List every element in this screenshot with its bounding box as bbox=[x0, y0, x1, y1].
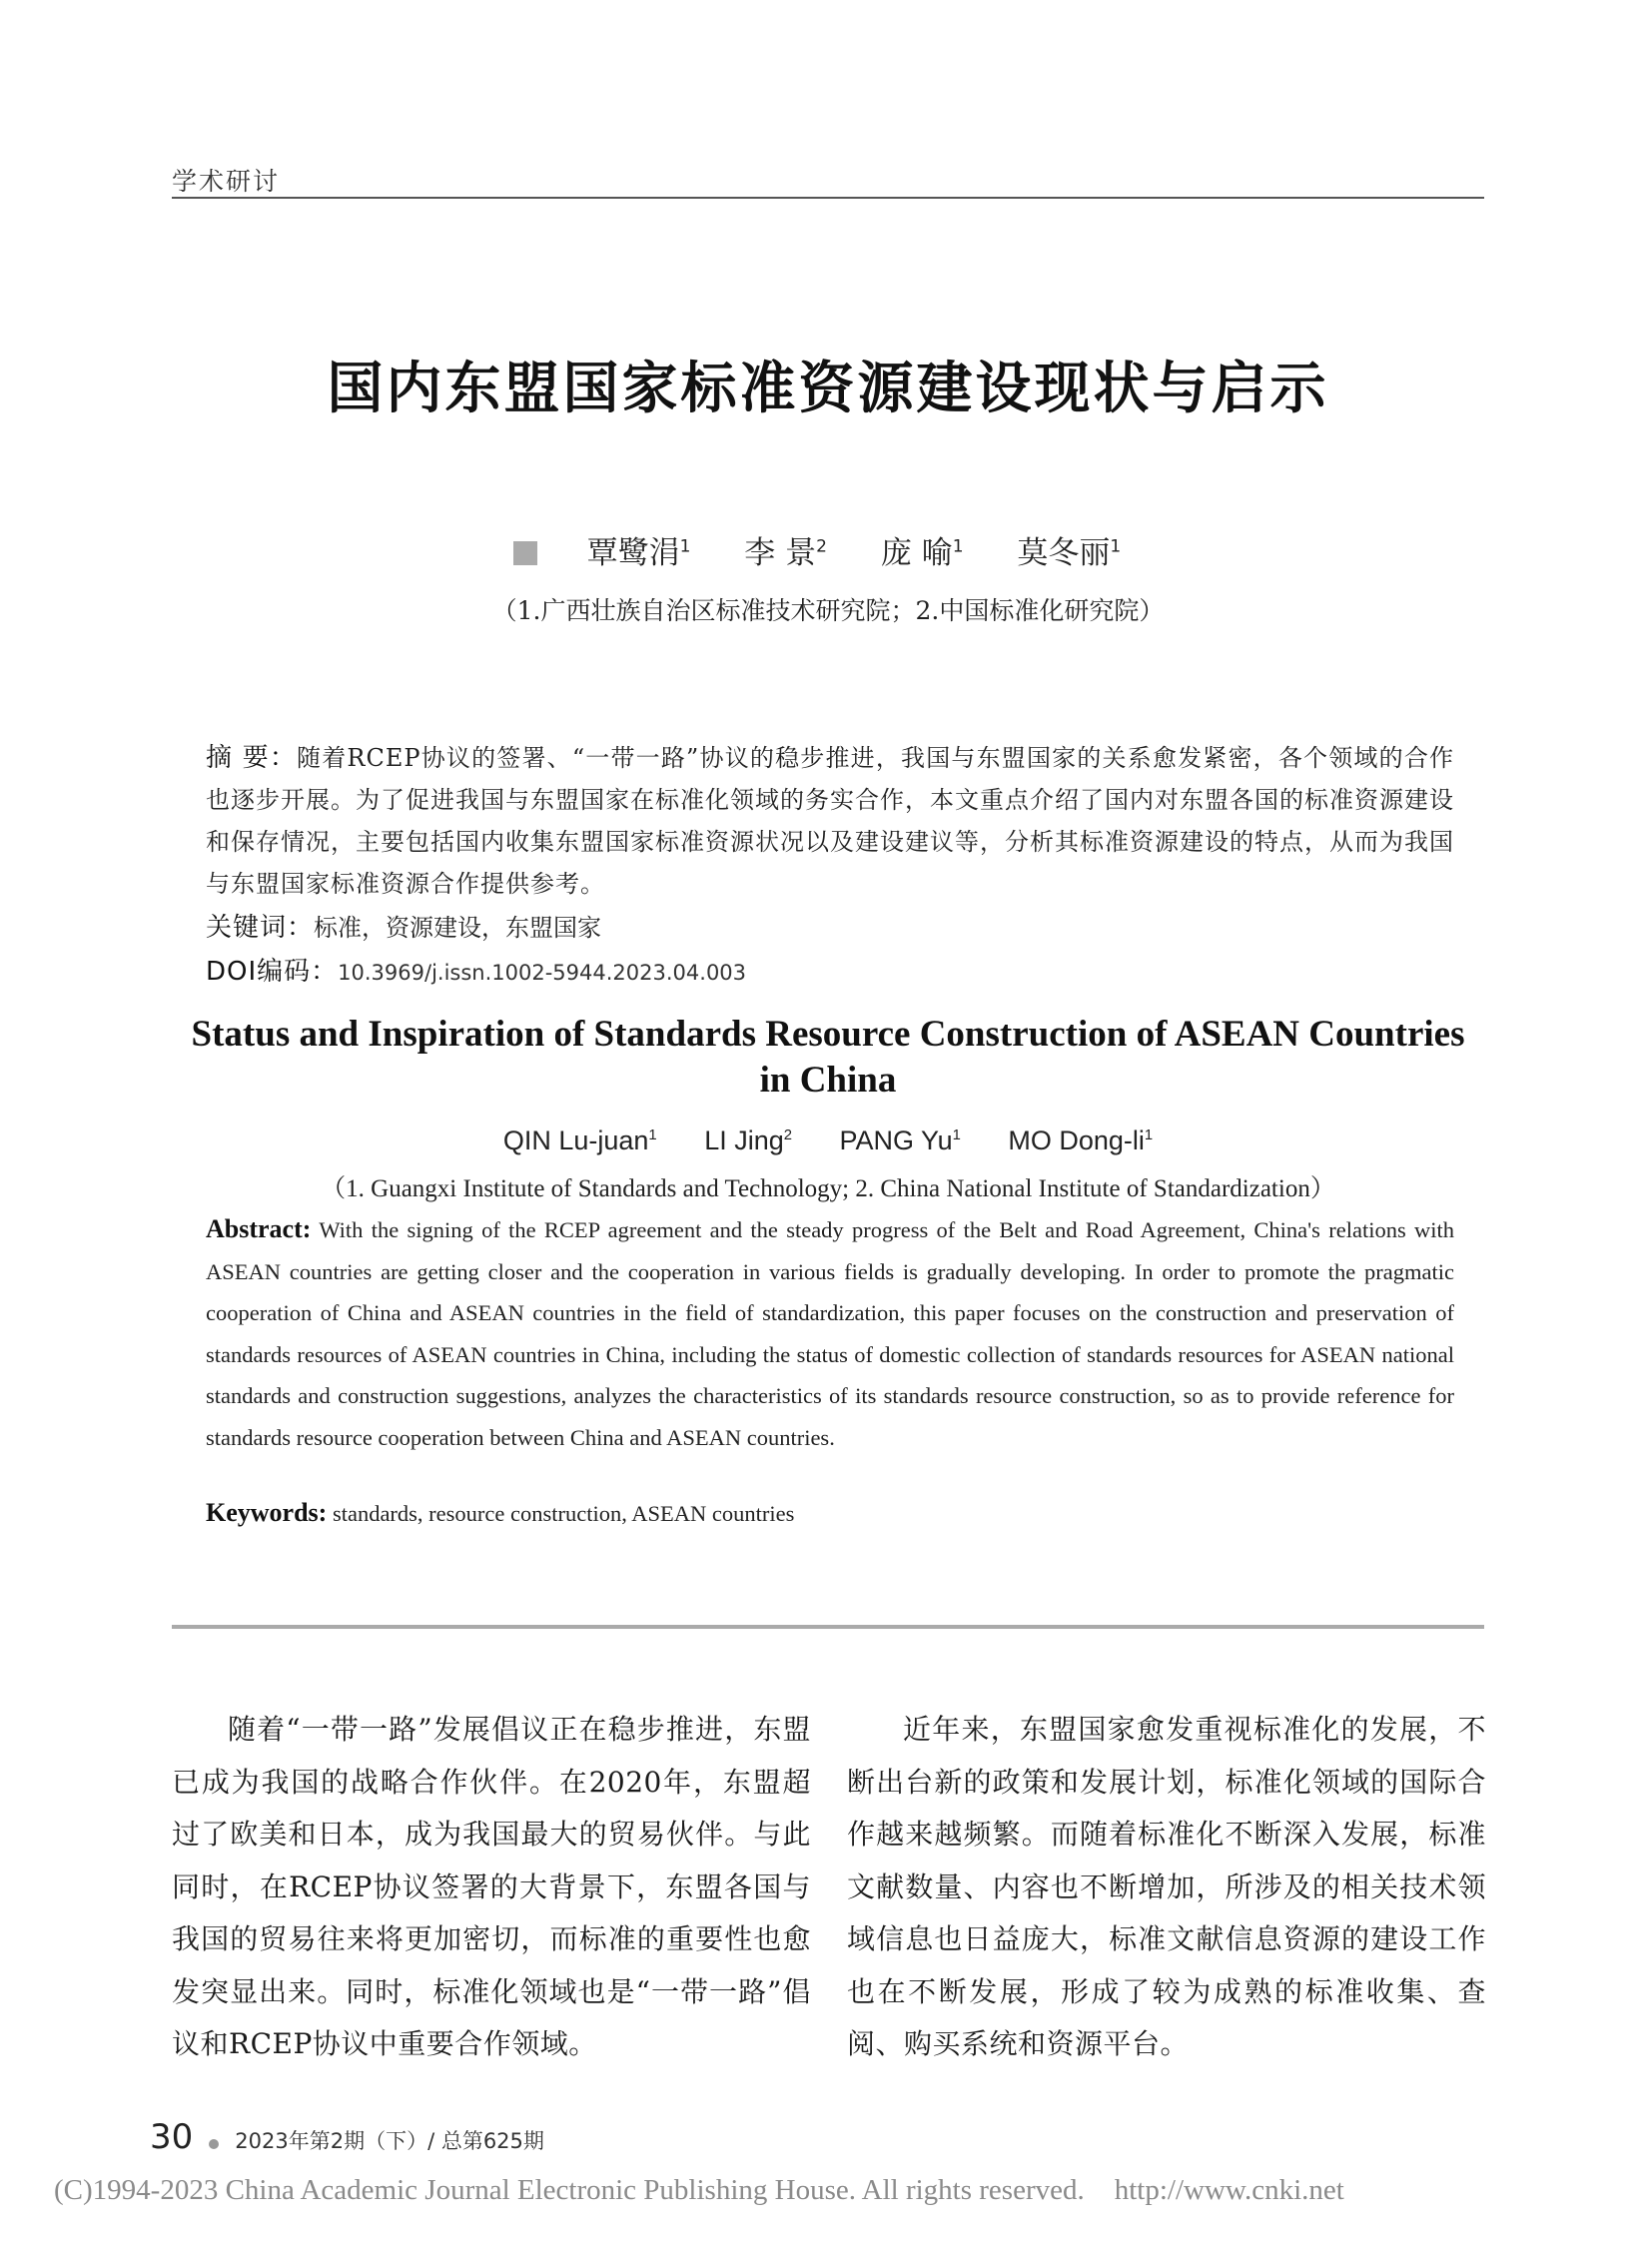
keywords-en-label: Keywords: bbox=[206, 1498, 328, 1527]
section-label: 学术研讨 bbox=[172, 167, 281, 196]
abstract-en bbox=[206, 1208, 1454, 1458]
doi-value: 10.3969/j.issn.1002-5944.2023.04.003 bbox=[338, 961, 747, 985]
body-column-left: 随着“一带一路”发展倡议正在稳步推进，东盟已成为我国的战略合作伙伴。在2020年，东盟超过了欧美和日本，成为我国最大的贸易伙伴。与此同时，在RCEP协议签署的大背景下，东盟各国与我国的贸易往来将更加密切，而标准的重要性也愈发突显出来。同时，标准化领域也是“一带一路”倡议和RCEP协议中重要合作领域。 bbox=[172, 1713, 811, 2060]
author-cn: 莫冬丽$^1$ bbox=[1017, 535, 1122, 571]
author-en: LI Jing$^2$ bbox=[704, 1125, 793, 1155]
body-column-right: 近年来，东盟国家愈发重视标准化的发展，不断出台新的政策和发展计划，标准化领域的国际合作越来越频繁。而随着标准化不断深入发展，标准文献数量、内容也不断增加，所涉及的相关技术领域信息也日益庞大，标准文献信息资源的建设工作也在不断发展，形成了较为成熟的标准收集、查阅、购买系统和资源平台。 bbox=[847, 1713, 1486, 2060]
copyright-watermark bbox=[54, 2174, 1344, 2207]
keywords-cn-label: 关键词： bbox=[206, 913, 315, 943]
author-cn: 覃鹭涓$^1$ bbox=[586, 535, 691, 571]
abstract-en-label: Abstract: bbox=[206, 1214, 312, 1243]
abstract-cn-text: 随着RCEP协议的签署、“一带一路”协议的稳步推进，我国与东盟国家的关系愈发紧密，各个领域的合作也逐步开展。为了促进我国与东盟国家在标准化领域的务实合作，本文重点介绍了国内对东盟各国的标准资源建设和保存情况，主要包括国内收集东盟国家标准资源状况以及建设建议等，分析其标准资源建设的特点，从而为我国与东盟国家标准资源合作提供参考。 bbox=[206, 744, 1455, 898]
header-rule bbox=[172, 197, 1484, 199]
copyright-url: http://www.cnki.net bbox=[1114, 2174, 1344, 2206]
author-cn: 李 景$^2$ bbox=[744, 535, 827, 571]
page-footer bbox=[150, 2117, 544, 2157]
issue-info: 2023年第2期（下）/ 总第625期 bbox=[235, 2129, 544, 2153]
authors-cn bbox=[172, 527, 1484, 572]
title-cn: 国内东盟国家标准资源建设现状与启示 bbox=[327, 356, 1329, 421]
keywords-en bbox=[206, 1498, 794, 1528]
author-en: MO Dong-$li^1$ bbox=[1008, 1125, 1154, 1155]
doi bbox=[206, 951, 746, 988]
keywords-cn bbox=[206, 907, 601, 944]
abstract-en-text: With the signing of the RCEP agreement and the steady progress of the Belt and Road Agreement, China's relations with ASEAN countries are getting closer and the cooperation in various fields is gradually developing. In order to promote the pragmatic cooperation of China and ASEAN countries in the field of standardization, this paper focuses on the construction and preservation of standards resources of ASEAN countries in China, including the status of domestic collection of standards resources for ASEAN national standards and construction suggestions, analyzes the characteristics of its standards resource construction, so as to provide reference for standards resource cooperation between China and ASEAN countries. bbox=[206, 1217, 1455, 1450]
author-marker-square bbox=[513, 541, 537, 565]
section-divider bbox=[172, 1625, 1484, 1629]
affiliation-en: （1. Guangxi Institute of Standards and Technology; 2. China National Institute of Standardization） bbox=[321, 1175, 1335, 1202]
page-number: 30 bbox=[150, 2117, 194, 2157]
abstract-cn bbox=[206, 737, 1454, 905]
copyright-text: (C)1994-2023 China Academic Journal Electronic Publishing House. All rights reserved. bbox=[54, 2174, 1085, 2206]
author-en: QIN Lu-juan$^1$ bbox=[502, 1125, 657, 1155]
keywords-en-text: standards, resource construction, ASEAN countries bbox=[332, 1501, 795, 1526]
author-cn: 庞 喻$^1$ bbox=[880, 535, 964, 571]
affiliation-cn: （1.广西壮族自治区标准技术研究院；2.中国标准化研究院） bbox=[491, 596, 1165, 625]
bullet-dot-icon bbox=[209, 2139, 219, 2149]
title-en: Status and Inspiration of Standards Resource Construction of ASEAN Countries in China bbox=[191, 1014, 1465, 1101]
doi-label: DOI编码： bbox=[206, 957, 339, 987]
keywords-cn-text: 标准，资源建设，东盟国家 bbox=[314, 914, 602, 942]
authors-en bbox=[172, 1125, 1484, 1156]
abstract-cn-label: 摘 要： bbox=[206, 743, 298, 773]
author-en: PANG Yu$^1$ bbox=[839, 1125, 961, 1155]
